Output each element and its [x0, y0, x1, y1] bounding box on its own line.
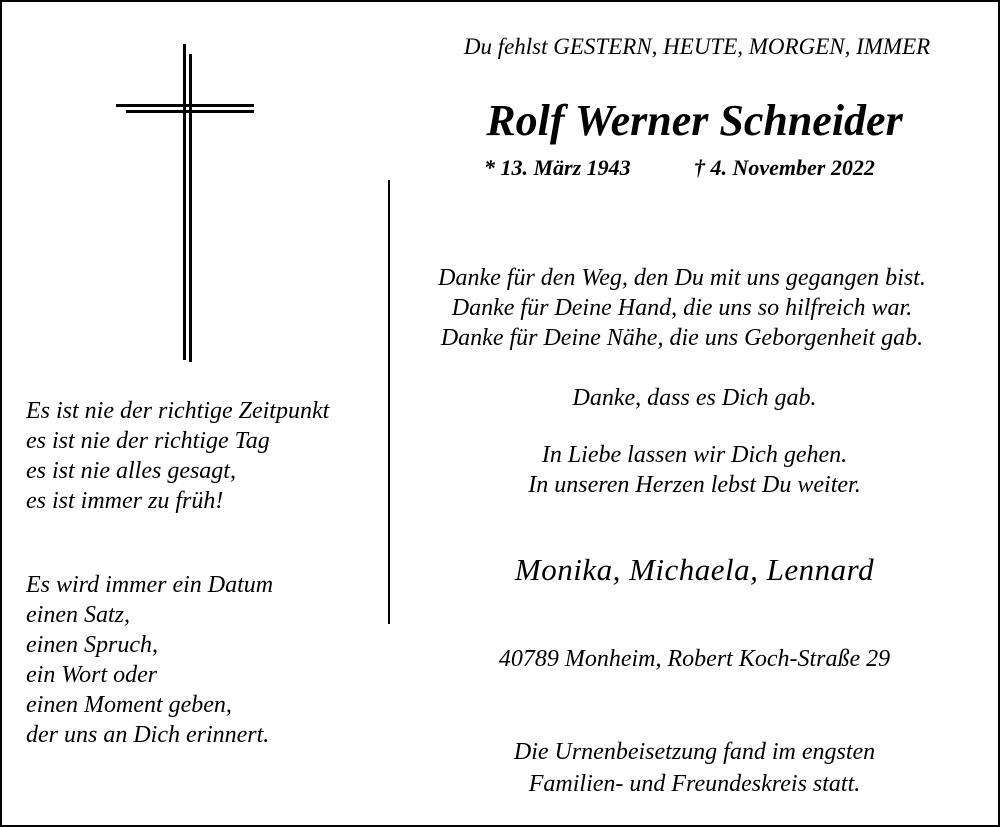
funeral-note-line: Familien- und Freundeskreis statt.	[528, 771, 861, 797]
funeral-note-line: Die Urnenbeisetzung fand im engsten	[513, 739, 876, 765]
thanks-closing-line: Danke, dass es Dich gab.	[572, 385, 817, 411]
poem-line: ein Wort oder	[26, 662, 158, 688]
poem-line: es ist nie alles gesagt,	[26, 458, 236, 484]
poem-line: einen Moment geben,	[26, 692, 232, 718]
christian-cross-icon	[114, 44, 259, 362]
thanks-line: Danke für Deine Hand, die uns so hilfreich war.	[451, 295, 913, 321]
poem-stanza-2	[26, 570, 386, 750]
funeral-note	[402, 736, 987, 800]
mourners-names: Monika, Michaela, Lennard	[514, 552, 875, 587]
vertical-divider	[388, 180, 390, 624]
poem-stanza-1	[26, 396, 386, 516]
poem-line: einen Satz,	[26, 602, 130, 628]
death-date: † 4. November 2022	[694, 155, 875, 180]
birth-date: * 13. März 1943	[484, 155, 631, 180]
poem-line: es ist immer zu früh!	[26, 488, 224, 514]
thanks-line: Danke für Deine Nähe, die uns Geborgenheit gab.	[440, 325, 924, 351]
poem-line: der uns an Dich erinnert.	[26, 722, 270, 748]
poem-line: Es ist nie der richtige Zeitpunkt	[26, 398, 330, 424]
mourners-address: 40789 Monheim, Robert Koch-Straße 29	[498, 646, 891, 672]
thanks-verse	[402, 263, 962, 353]
farewell-line: In Liebe lassen wir Dich gehen.	[541, 442, 848, 468]
farewell-verse	[402, 440, 987, 500]
farewell-line: In unseren Herzen lebst Du weiter.	[528, 472, 861, 498]
poem-line: einen Spruch,	[26, 632, 158, 658]
motto-line: Du fehlst GESTERN, HEUTE, MORGEN, IMMER	[463, 34, 931, 59]
poem-line: es ist nie der richtige Tag	[26, 428, 270, 454]
thanks-line: Danke für den Weg, den Du mit uns gegangen bist.	[438, 265, 926, 291]
deceased-name: Rolf Werner Schneider	[486, 96, 903, 145]
poem-line: Es wird immer ein Datum	[26, 572, 274, 598]
